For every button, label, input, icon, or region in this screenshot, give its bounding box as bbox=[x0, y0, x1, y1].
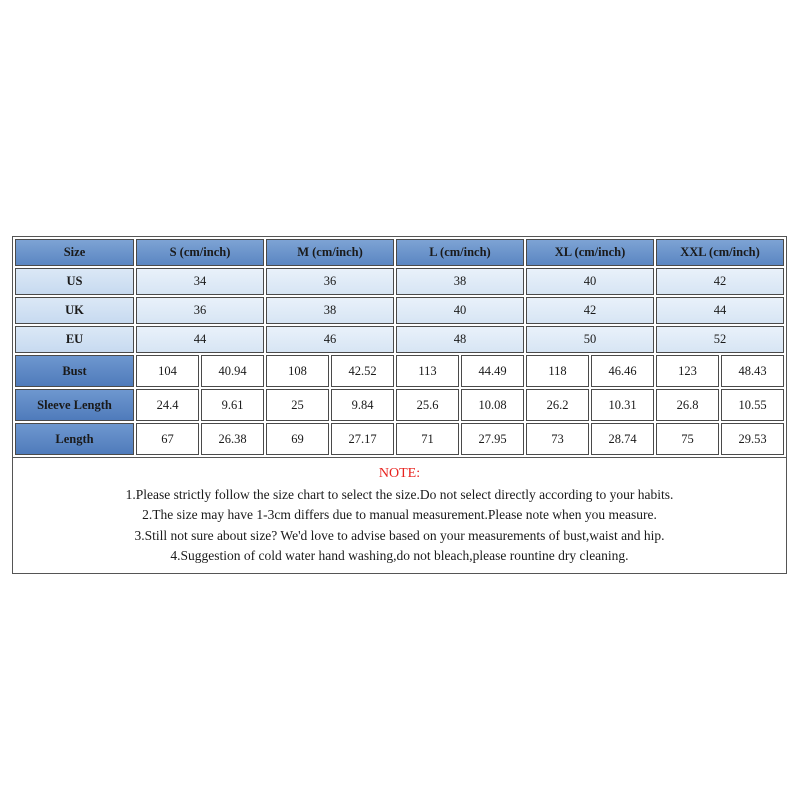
header-l: L (cm/inch) bbox=[396, 239, 524, 266]
cell-us-xl: 40 bbox=[526, 268, 654, 295]
cell-us-xxl: 42 bbox=[656, 268, 784, 295]
cell-length-xl-cm: 73 bbox=[526, 423, 589, 455]
cell-uk-l: 40 bbox=[396, 297, 524, 324]
cell-sleeve-l-cm: 25.6 bbox=[396, 389, 459, 421]
row-label-us: US bbox=[15, 268, 134, 295]
header-row bbox=[15, 239, 784, 266]
cell-length-xxl-inch: 29.53 bbox=[721, 423, 784, 455]
cell-uk-xxl: 44 bbox=[656, 297, 784, 324]
cell-length-xl-inch: 28.74 bbox=[591, 423, 654, 455]
cell-sleeve-m-inch: 9.84 bbox=[331, 389, 394, 421]
note-line-3: 3.Still not sure about size? We'd love to advise based on your measurements of bust,waist and hip. bbox=[134, 527, 665, 543]
cell-bust-xl-cm: 118 bbox=[526, 355, 589, 387]
cell-sleeve-s-cm: 24.4 bbox=[136, 389, 199, 421]
cell-sleeve-xxl-inch: 10.55 bbox=[721, 389, 784, 421]
cell-length-s-inch: 26.38 bbox=[201, 423, 264, 455]
row-length bbox=[15, 423, 784, 455]
cell-bust-m-inch: 42.52 bbox=[331, 355, 394, 387]
cell-bust-xxl-inch: 48.43 bbox=[721, 355, 784, 387]
cell-eu-l: 48 bbox=[396, 326, 524, 353]
note-line-1: 1.Please strictly follow the size chart to select the size.Do not select directly according to your habits. bbox=[125, 486, 674, 502]
row-label-uk: UK bbox=[15, 297, 134, 324]
header-size: Size bbox=[15, 239, 134, 266]
cell-bust-s-inch: 40.94 bbox=[201, 355, 264, 387]
cell-bust-l-cm: 113 bbox=[396, 355, 459, 387]
row-label-sleeve-length: Sleeve Length bbox=[15, 389, 134, 421]
cell-sleeve-xl-cm: 26.2 bbox=[526, 389, 589, 421]
cell-eu-xxl: 52 bbox=[656, 326, 784, 353]
notes-section bbox=[13, 457, 786, 573]
cell-eu-m: 46 bbox=[266, 326, 394, 353]
header-xxl: XXL (cm/inch) bbox=[656, 239, 784, 266]
cell-uk-s: 36 bbox=[136, 297, 264, 324]
size-table bbox=[13, 237, 786, 457]
cell-uk-m: 38 bbox=[266, 297, 394, 324]
row-eu bbox=[15, 326, 784, 353]
cell-length-m-inch: 27.17 bbox=[331, 423, 394, 455]
cell-us-m: 36 bbox=[266, 268, 394, 295]
cell-us-s: 34 bbox=[136, 268, 264, 295]
cell-bust-xxl-cm: 123 bbox=[656, 355, 719, 387]
cell-length-m-cm: 69 bbox=[266, 423, 329, 455]
note-title: NOTE: bbox=[378, 466, 421, 481]
header-m: M (cm/inch) bbox=[266, 239, 394, 266]
cell-sleeve-s-inch: 9.61 bbox=[201, 389, 264, 421]
row-label-bust: Bust bbox=[15, 355, 134, 387]
cell-bust-s-cm: 104 bbox=[136, 355, 199, 387]
header-s: S (cm/inch) bbox=[136, 239, 264, 266]
cell-length-s-cm: 67 bbox=[136, 423, 199, 455]
row-bust bbox=[15, 355, 784, 387]
cell-sleeve-xxl-cm: 26.8 bbox=[656, 389, 719, 421]
cell-bust-l-inch: 44.49 bbox=[461, 355, 524, 387]
size-chart bbox=[12, 236, 787, 574]
cell-eu-xl: 50 bbox=[526, 326, 654, 353]
cell-sleeve-m-cm: 25 bbox=[266, 389, 329, 421]
cell-eu-s: 44 bbox=[136, 326, 264, 353]
row-uk bbox=[15, 297, 784, 324]
note-line-4: 4.Suggestion of cold water hand washing,do not bleach,please rountine dry cleaning. bbox=[170, 548, 629, 563]
cell-length-l-cm: 71 bbox=[396, 423, 459, 455]
cell-sleeve-l-inch: 10.08 bbox=[461, 389, 524, 421]
cell-uk-xl: 42 bbox=[526, 297, 654, 324]
cell-length-l-inch: 27.95 bbox=[461, 423, 524, 455]
cell-length-xxl-cm: 75 bbox=[656, 423, 719, 455]
cell-sleeve-xl-inch: 10.31 bbox=[591, 389, 654, 421]
header-xl: XL (cm/inch) bbox=[526, 239, 654, 266]
cell-us-l: 38 bbox=[396, 268, 524, 295]
row-label-eu: EU bbox=[15, 326, 134, 353]
cell-bust-xl-inch: 46.46 bbox=[591, 355, 654, 387]
row-sleeve-length bbox=[15, 389, 784, 421]
cell-bust-m-cm: 108 bbox=[266, 355, 329, 387]
row-label-length: Length bbox=[15, 423, 134, 455]
row-us bbox=[15, 268, 784, 295]
note-line-2: 2.The size may have 1-3cm differs due to manual measurement.Please note when you measure. bbox=[142, 507, 657, 522]
